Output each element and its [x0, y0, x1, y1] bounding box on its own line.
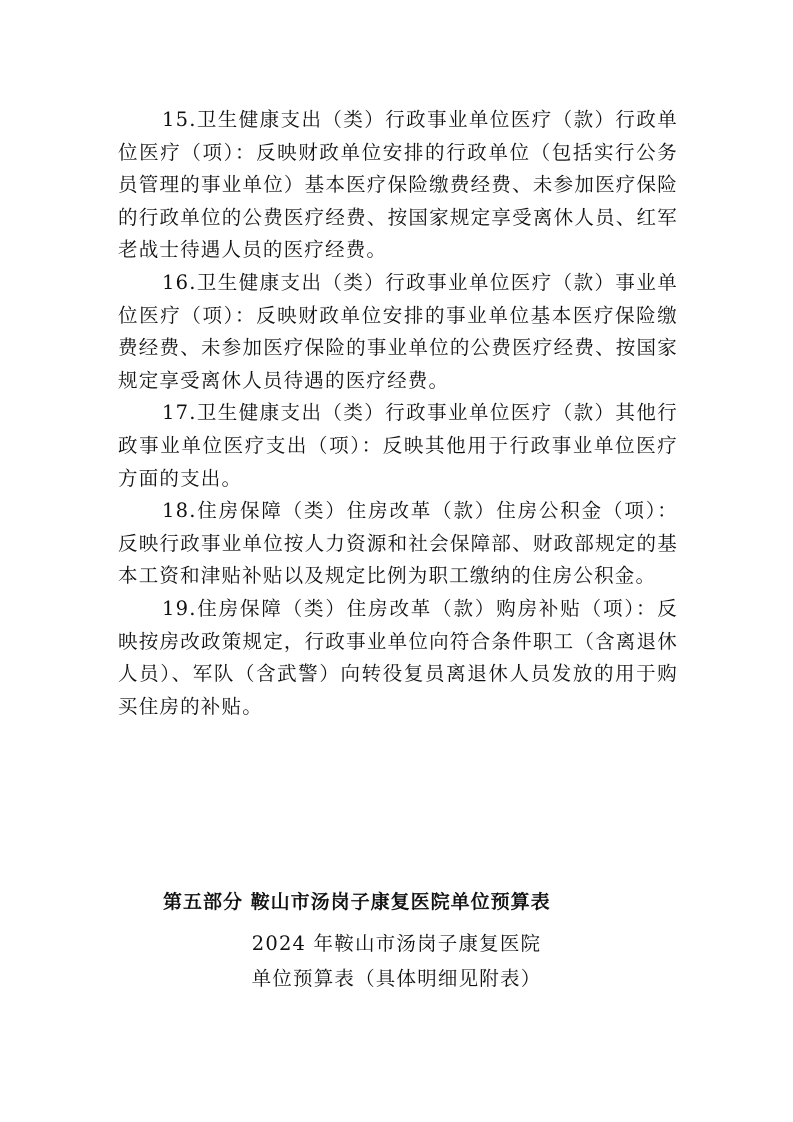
- paragraph-item-16: 16.卫生健康支出（类）行政事业单位医疗（款）事业单位医疗（项）：反映财政单位安排的事业单位基本医疗保险缴费经费、未参加医疗保险的事业单位的公费医疗经费、按国家规定享受离休人员待遇的医疗经费。: [118, 270, 678, 392]
- section-subtitle-line2: 单位预算表（具体明细见附表）: [251, 967, 542, 990]
- section-heading: 第五部分 鞍山市汤岗子康复医院单位预算表: [163, 891, 551, 913]
- section-subtitle-line1: 2024 年鞍山市汤岗子康复医院: [251, 932, 542, 955]
- paragraph-item-17: 17.卫生健康支出（类）行政事业单位医疗（款）其他行政事业单位医疗支出（项）：反映其他用于行政事业单位医疗方面的支出。: [118, 401, 678, 490]
- document-body: [118, 104, 678, 723]
- paragraph-item-18: 18.住房保障（类）住房改革（款）住房公积金（项）：反映行政事业单位按人力资源和社会保障部、财政部规定的基本工资和津贴补贴以及规定比例为职工缴纳的住房公积金。: [118, 499, 678, 588]
- paragraph-item-19: 19.住房保障（类）住房改革（款）购房补贴（项）：反映按房改政策规定，行政事业单位向符合条件职工（含离退休人员）、军队（含武警）向转役复员离退休人员发放的用于购买住房的补贴。: [118, 596, 678, 718]
- paragraph-item-15: 15.卫生健康支出（类）行政事业单位医疗（款）行政单位医疗（项）：反映财政单位安排的行政单位（包括实行公务员管理的事业单位）基本医疗保险缴费经费、未参加医疗保险的行政单位的公费医疗经费、按国家规定享受离休人员、红军老战士待遇人员的医疗经费。: [118, 108, 678, 262]
